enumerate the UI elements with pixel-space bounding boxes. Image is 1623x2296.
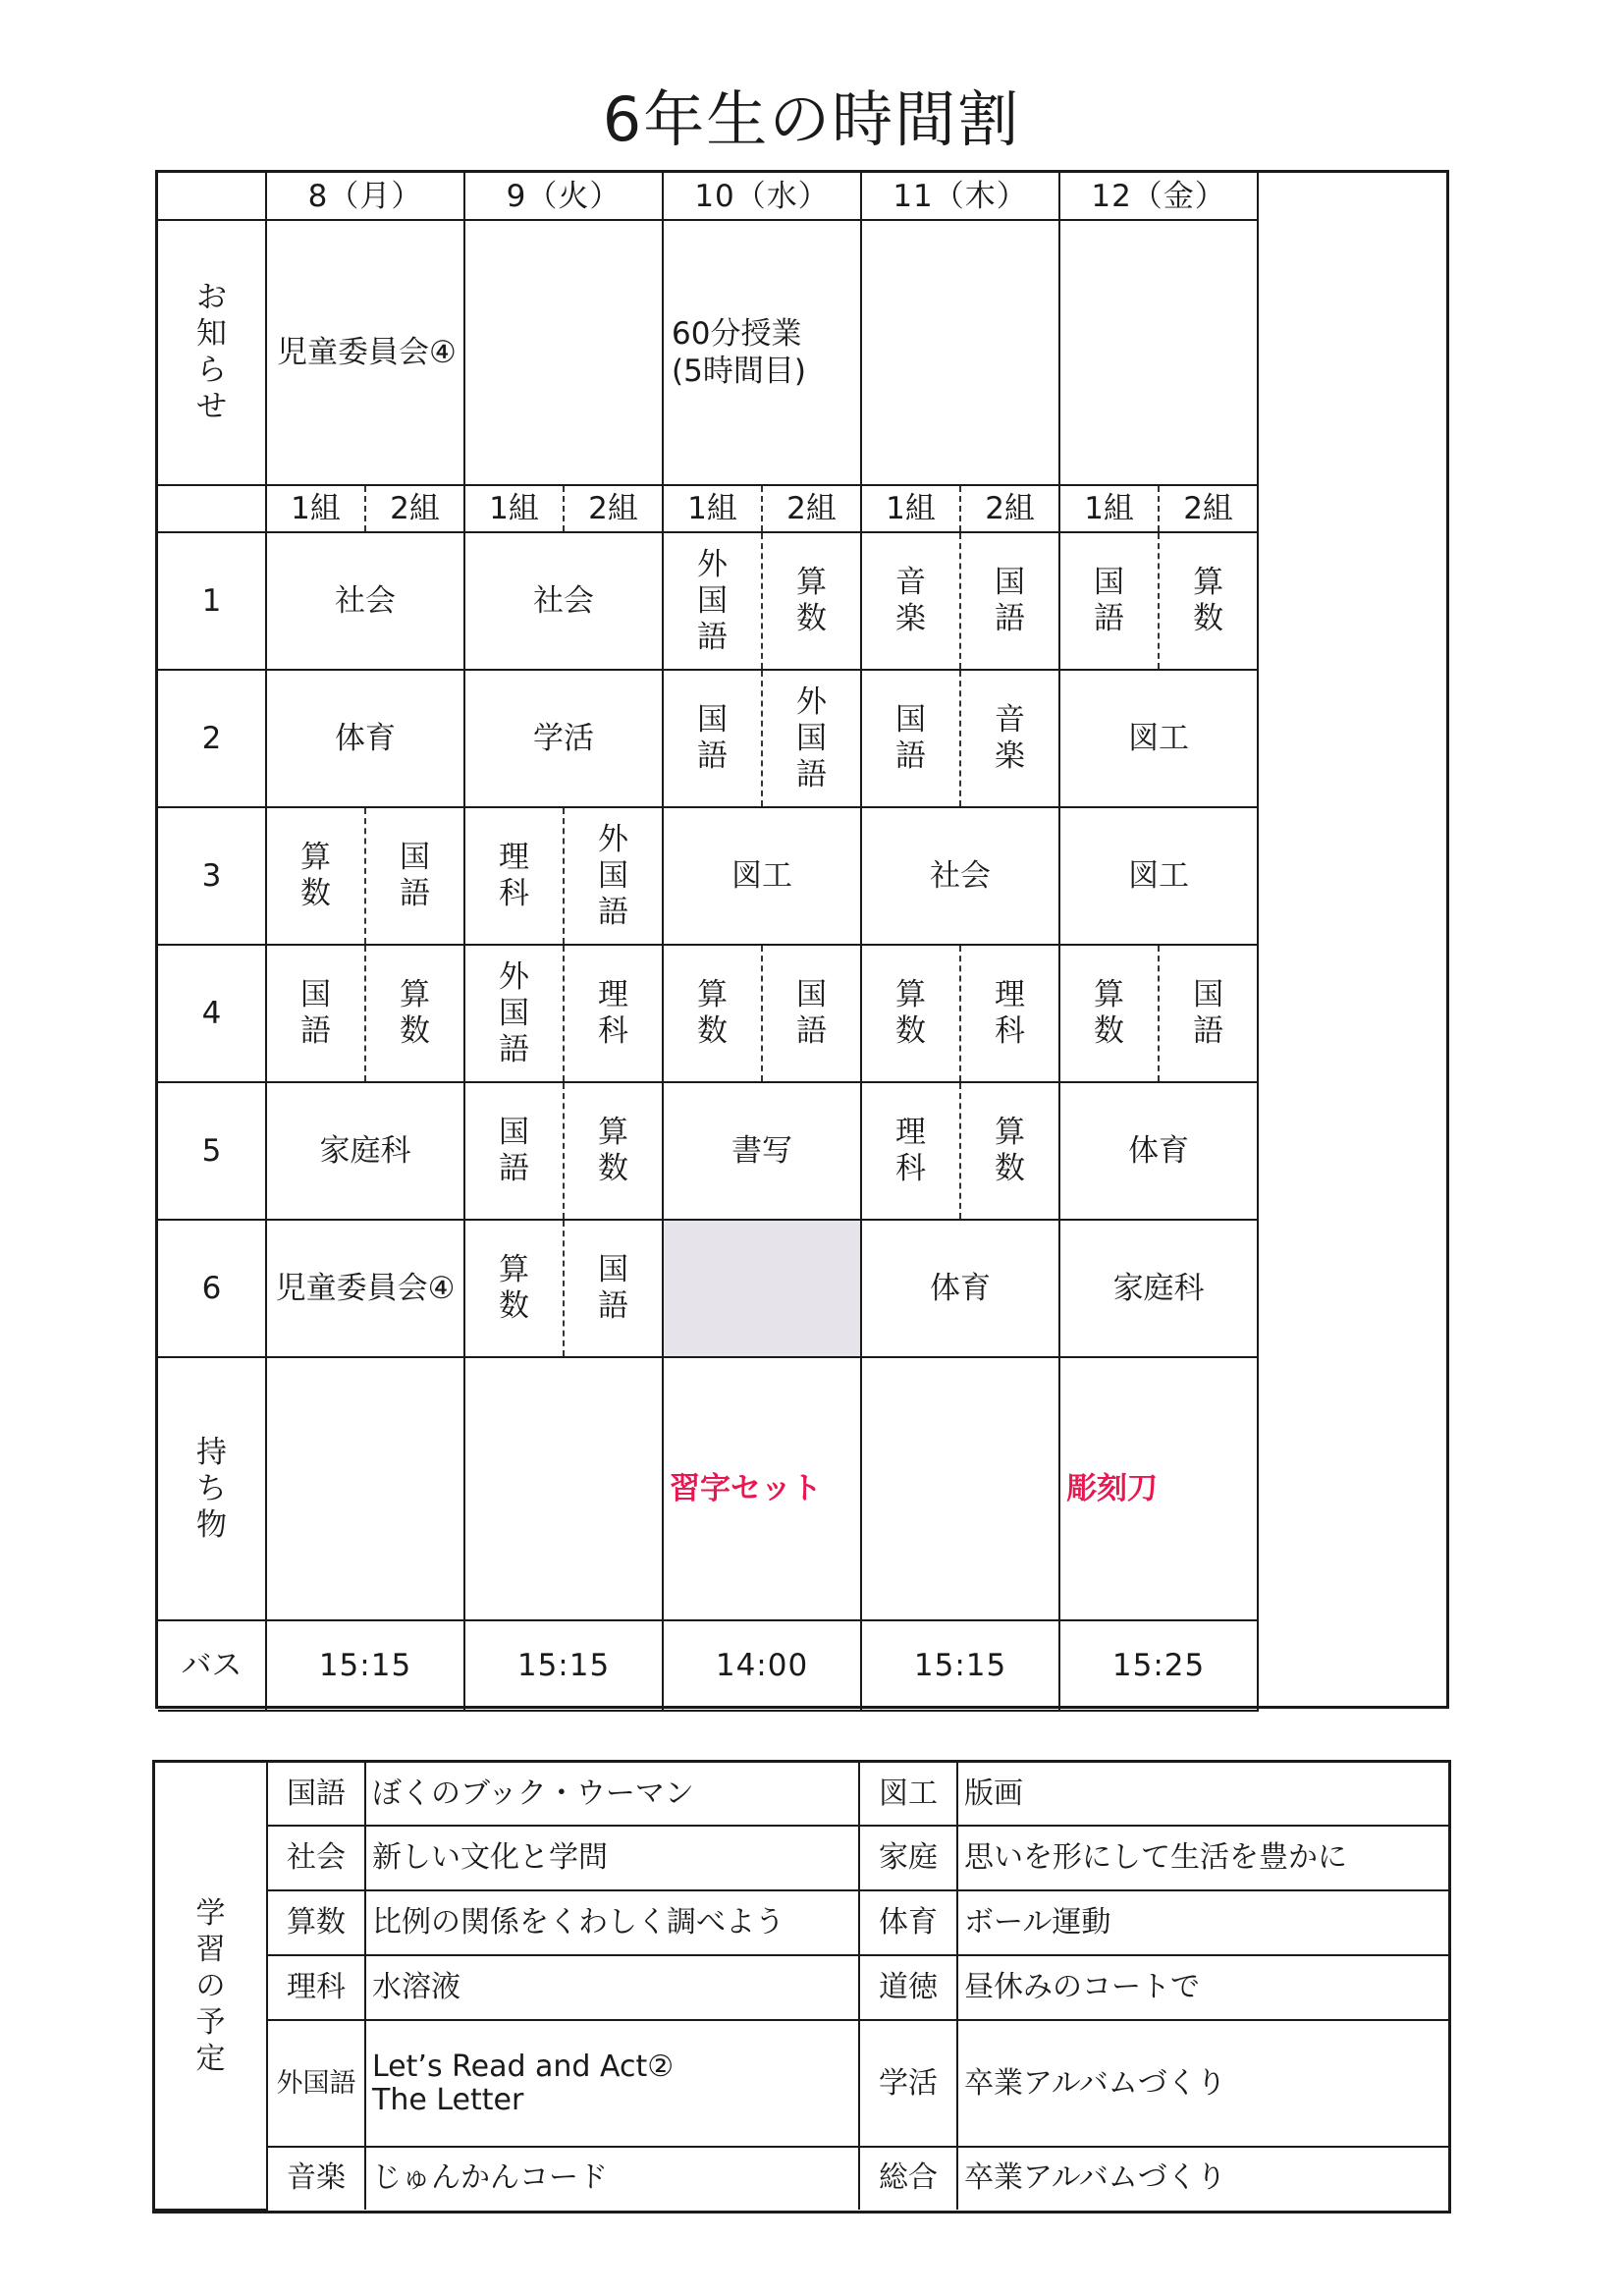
plan-subject: 総合: [859, 2147, 957, 2210]
plan-content-line1: Let’s Read and Act②: [372, 2049, 675, 2084]
day-wednesday: 10（水）: [663, 173, 861, 220]
lesson-cell: 児童委員会④: [266, 1220, 464, 1357]
period-row-1: [158, 532, 1258, 670]
lesson-cell: 理科: [564, 945, 663, 1082]
class-1-label: 1組: [663, 485, 762, 532]
lesson-cell: 算数: [1059, 945, 1159, 1082]
class-1-label: 1組: [266, 485, 365, 532]
class-1-label: 1組: [861, 485, 960, 532]
bus-row: [158, 1620, 1258, 1711]
plan-row: [155, 2147, 1448, 2210]
lesson-cell: 体育: [266, 670, 464, 807]
plan-content: 版画: [957, 1763, 1448, 1826]
lesson-cell: 体育: [1059, 1082, 1258, 1220]
lesson-cell: 国語: [663, 670, 762, 807]
class-1-label: 1組: [464, 485, 564, 532]
plan-content: 昼休みのコートで: [957, 1955, 1448, 2020]
lesson-cell: 算数: [861, 945, 960, 1082]
lesson-cell: 理科: [464, 807, 564, 945]
plan-subject: 家庭: [859, 1826, 957, 1890]
day-friday: 12（金）: [1059, 173, 1258, 220]
plan-subject: 算数: [267, 1890, 365, 1955]
plan-subject: 図工: [859, 1763, 957, 1826]
day-monday: 8（月）: [266, 173, 464, 220]
plan-content: 思いを形にして生活を豊かに: [957, 1826, 1448, 1890]
class-2-label: 2組: [365, 485, 464, 532]
lesson-cell: 算数: [663, 945, 762, 1082]
period-row-4: [158, 945, 1258, 1082]
lesson-cell: 体育: [861, 1220, 1059, 1357]
lesson-cell: 学活: [464, 670, 663, 807]
notice-monday: 児童委員会④: [266, 220, 464, 485]
plan-content: 水溶液: [365, 1955, 859, 2020]
lesson-cell: 算数: [365, 945, 464, 1082]
lesson-cell: 図工: [1059, 807, 1258, 945]
lesson-cell: 理科: [960, 945, 1059, 1082]
plan-subject: 国語: [267, 1763, 365, 1826]
period-number: 6: [158, 1220, 266, 1357]
belongings-wednesday: 習字セット: [663, 1357, 861, 1620]
lesson-cell: 算数: [464, 1220, 564, 1357]
day-tuesday: 9（火）: [464, 173, 663, 220]
belongings-monday: [266, 1357, 464, 1620]
lesson-cell: 国語: [762, 945, 861, 1082]
lesson-cell: 音楽: [960, 670, 1059, 807]
plan-content: 比例の関係をくわしく調べよう: [365, 1890, 859, 1955]
lesson-cell: 家庭科: [266, 1082, 464, 1220]
plan-row: [155, 1890, 1448, 1955]
lesson-cell: 書写: [663, 1082, 861, 1220]
lesson-cell: 算数: [1159, 532, 1258, 670]
plan-row: [155, 1826, 1448, 1890]
lesson-cell: 理科: [861, 1082, 960, 1220]
study-plan-grid: [155, 1763, 1448, 2211]
notice-thursday: [861, 220, 1059, 485]
plan-content: じゅんかんコード: [365, 2147, 859, 2210]
lesson-cell: 算数: [762, 532, 861, 670]
lesson-cell: 国語: [464, 1082, 564, 1220]
lesson-cell: 図工: [1059, 670, 1258, 807]
timetable: [155, 170, 1449, 1709]
lesson-cell: 国語: [365, 807, 464, 945]
belongings-thursday: [861, 1357, 1059, 1620]
corner-cell: [158, 173, 266, 220]
plan-subject: 音楽: [267, 2147, 365, 2210]
class-header-blank: [158, 485, 266, 532]
lesson-cell: 国語: [266, 945, 365, 1082]
plan-row: [155, 1763, 1448, 1826]
plan-content: ボール運動: [957, 1890, 1448, 1955]
lesson-cell: 国語: [1059, 532, 1159, 670]
class-header-row: [158, 485, 1258, 532]
lesson-cell: 外国語: [762, 670, 861, 807]
plan-subject: 学活: [859, 2020, 957, 2146]
lesson-cell: 図工: [663, 807, 861, 945]
plan-row: [155, 1955, 1448, 2020]
period-number: 1: [158, 532, 266, 670]
bus-time-tuesday: 15:15: [464, 1620, 663, 1711]
belongings-tuesday: [464, 1357, 663, 1620]
bus-time-monday: 15:15: [266, 1620, 464, 1711]
plan-subject: 理科: [267, 1955, 365, 2020]
period-row-5: [158, 1082, 1258, 1220]
period-number: 3: [158, 807, 266, 945]
period-number: 4: [158, 945, 266, 1082]
class-2-label: 2組: [762, 485, 861, 532]
empty-shaded-cell: [663, 1220, 861, 1357]
lesson-cell: 外国語: [464, 945, 564, 1082]
plan-content: ぼくのブック・ウーマン: [365, 1763, 859, 1826]
belongings-label: 持ち物: [158, 1357, 266, 1620]
bus-time-wednesday: 14:00: [663, 1620, 861, 1711]
study-plan: [152, 1760, 1451, 2214]
plan-content: 卒業アルバムづくり: [957, 2020, 1448, 2146]
study-plan-label: 学習の予定: [155, 1763, 267, 2210]
class-1-label: 1組: [1059, 485, 1159, 532]
lesson-cell: 家庭科: [1059, 1220, 1258, 1357]
class-2-label: 2組: [564, 485, 663, 532]
bus-time-friday: 15:25: [1059, 1620, 1258, 1711]
lesson-cell: 国語: [564, 1220, 663, 1357]
lesson-cell: 算数: [266, 807, 365, 945]
lesson-cell: 外国語: [564, 807, 663, 945]
timetable-grid: [158, 173, 1259, 1712]
lesson-cell: 音楽: [861, 532, 960, 670]
lesson-cell: 外国語: [663, 532, 762, 670]
lesson-cell: 算数: [960, 1082, 1059, 1220]
notice-label: お知らせ: [158, 220, 266, 485]
period-number: 5: [158, 1082, 266, 1220]
plan-subject: 体育: [859, 1890, 957, 1955]
class-2-label: 2組: [960, 485, 1059, 532]
bus-label: バス: [158, 1620, 266, 1711]
plan-content: 卒業アルバムづくり: [957, 2147, 1448, 2210]
lesson-cell: 国語: [861, 670, 960, 807]
lesson-cell: 社会: [266, 532, 464, 670]
lesson-cell: 算数: [564, 1082, 663, 1220]
period-row-3: [158, 807, 1258, 945]
day-header-row: [158, 173, 1258, 220]
period-row-2: [158, 670, 1258, 807]
period-row-6: [158, 1220, 1258, 1357]
notice-wednesday-line2: (5時間目): [672, 354, 806, 389]
bus-time-thursday: 15:15: [861, 1620, 1059, 1711]
period-number: 2: [158, 670, 266, 807]
plan-subject: 外国語: [267, 2020, 365, 2146]
plan-content: 新しい文化と学問: [365, 1826, 859, 1890]
class-2-label: 2組: [1159, 485, 1258, 532]
notice-row: [158, 220, 1258, 485]
plan-row: [155, 2020, 1448, 2146]
plan-content-line2: The Letter: [372, 2082, 524, 2117]
lesson-cell: 国語: [1159, 945, 1258, 1082]
lesson-cell: 国語: [960, 532, 1059, 670]
notice-tuesday: [464, 220, 663, 485]
plan-subject: 道徳: [859, 1955, 957, 2020]
plan-content: [365, 2020, 859, 2146]
notice-wednesday: [663, 220, 861, 485]
belongings-friday: 彫刻刀: [1059, 1357, 1258, 1620]
notice-friday: [1059, 220, 1258, 485]
page-title: 6年生の時間割: [602, 83, 1021, 155]
lesson-cell: 社会: [861, 807, 1059, 945]
day-thursday: 11（木）: [861, 173, 1059, 220]
belongings-row: [158, 1357, 1258, 1620]
plan-subject: 社会: [267, 1826, 365, 1890]
notice-wednesday-line1: 60分授業: [672, 316, 802, 352]
lesson-cell: 社会: [464, 532, 663, 670]
